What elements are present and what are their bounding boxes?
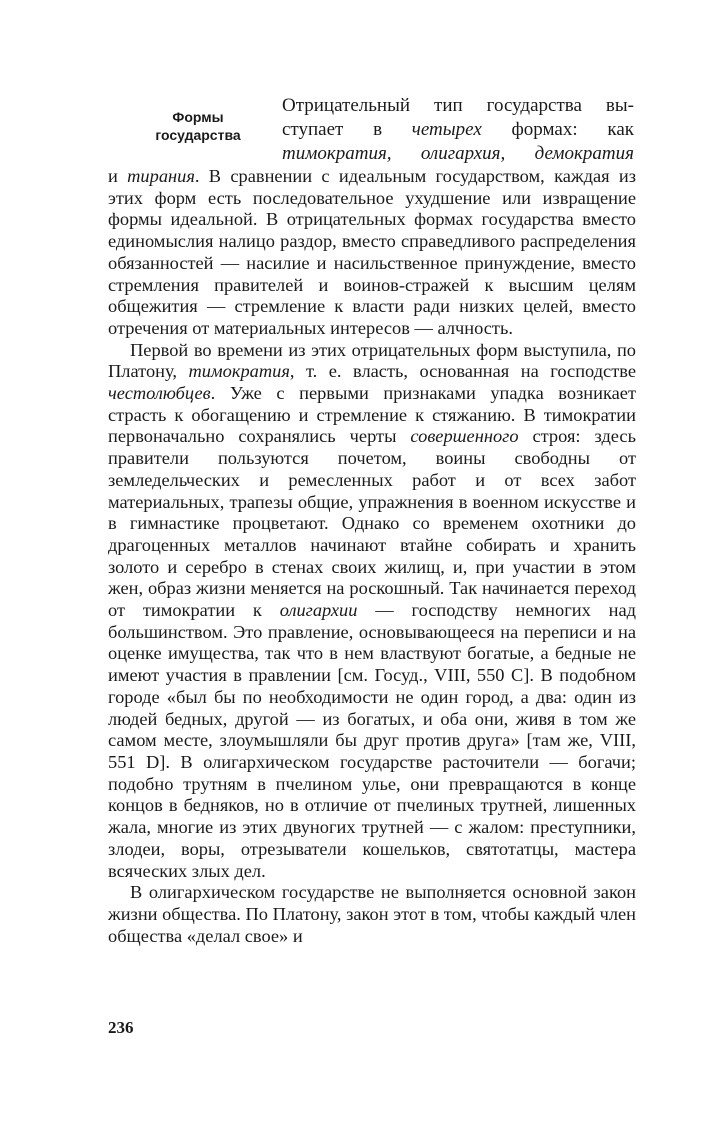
- p2-emph-1: тимократия: [188, 361, 290, 382]
- margin-heading: [128, 108, 268, 144]
- p1-rest: . В сравнении с идеальным государством, каждая из этих форм есть последовательное ухудшение или извращение формы идеальной. В отрицательных формах государства вместо единомыслия налицо раздор, вместо справедливого распределения обязанностей — насилие и насильственное принуждение, вместо стремления правителей и воинов-стражей к высшим целям общежития — стремление к власти ради низких целей, вместо отречения от материальных интересов — алчность.: [108, 166, 636, 338]
- p1-start: и: [108, 166, 128, 186]
- paragraph-2: [108, 340, 636, 883]
- opening-line-1: Отрицательный тип государства вы-: [282, 95, 634, 116]
- opening-line-2-a: ступает в: [282, 119, 412, 140]
- opening-line-2-c: формах: как: [481, 119, 634, 140]
- paragraph-1-opening: [282, 94, 634, 166]
- main-text: [108, 166, 636, 947]
- opening-line-3-emph: тимократия, олигархия, демократия: [282, 143, 634, 164]
- paragraph-3: В олигархическом государстве не выполняется основной закон жизни общества. По Платону, закон этот в том, чтобы каждый член общества «делал свое» и: [108, 882, 636, 946]
- p2-s4: строя: здесь правители пользуются почетом, воины свободны от земледельческих и ремесленных работ и от всех забот материальных, трапезы общие, упражнения в военном искусстве и в гимнастике процветают. Однако со временем охотники до драгоценных металлов начинают втайне собирать и хранить золото и серебро в стенах своих жилищ, и, при участии в этом жен, образ жизни меняется на роскошный. Так начинается переход от тимократии к: [108, 426, 636, 621]
- margin-heading-line1: Формы: [172, 109, 224, 125]
- p2-s2: , т. е. власть, основанная на господстве: [289, 361, 636, 382]
- p2-s5: — господству немногих над большинством. Это правление, основывающееся на переписи и на оценке имущества, так что в нем властвуют богатые, а бедные не имеют участия в правлении [см. Госуд., VIII, 550 C]. В подобном городе «был бы по необходимости не один город, а два: один из людей бедных, другой — из богатых, и оба они, живя в том же самом месте, злоумышляли бы друг против друга» [там же, VIII, 551 D]. В олигархическом государстве расточители — богачи; подобно трутням в пчелином улье, они превращаются в конце концов в бедняков, но в отличие от пчелиных трутней, лишенных жала, многие из этих двуногих трутней — с жалом: преступники, злодеи, воры, отрезыватели кошельков, святотатцы, мастера всяческих злых дел.: [108, 600, 636, 881]
- p1-emph-tirania: тирания: [127, 166, 195, 186]
- opening-line-2-emph: четырех: [411, 119, 482, 140]
- page-number: 236: [108, 1018, 134, 1037]
- opening-line-3: [282, 142, 634, 166]
- p2-s1: Первой во времени из этих отрицательных форм выступила, по Платону,: [108, 339, 636, 382]
- margin-heading-line2: государства: [155, 127, 241, 143]
- p2-emph-3: совершенного: [410, 426, 519, 447]
- paragraph-1-continued: [108, 166, 636, 340]
- p2-emph-4: олигархии: [279, 600, 358, 621]
- opening-line-2: [282, 118, 634, 142]
- p2-emph-2: честолюбцев: [108, 383, 211, 404]
- p2-s3: . Уже с первыми признаками упадка возникает страсть к обогащению и стремление к стяжанию. В тимократии первоначально сохранялись черты: [108, 383, 636, 447]
